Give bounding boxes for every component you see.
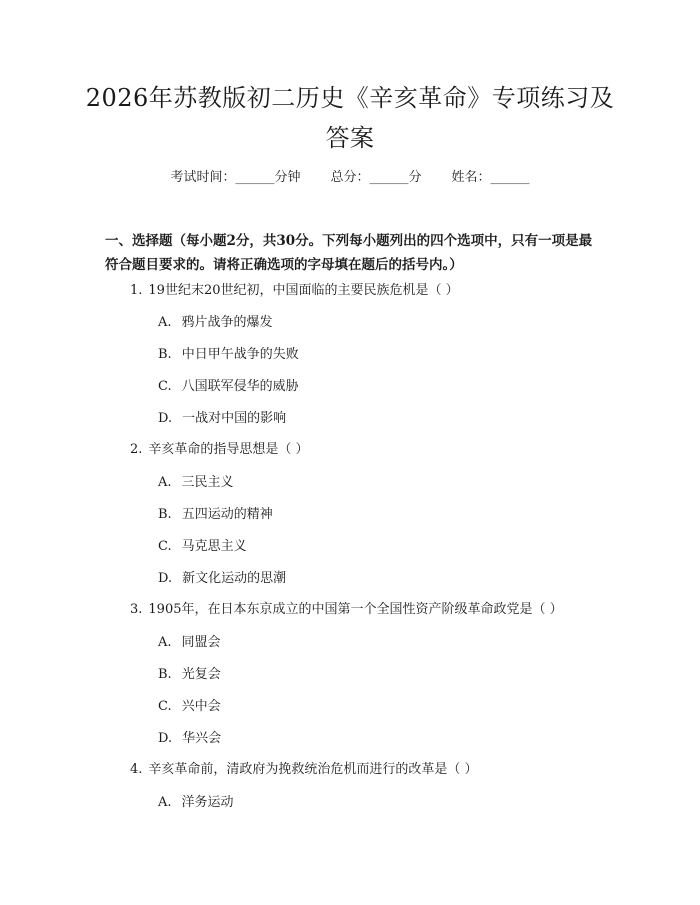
total-score-label: 总分：______分: [330, 170, 422, 185]
option-letter: B.: [158, 667, 172, 682]
question-1-option-a: [158, 313, 273, 333]
exam-time-label: 考试时间：______分钟: [170, 170, 301, 185]
question-text: 辛亥革命的指导思想是（ ）: [148, 442, 309, 457]
question-2-option-a: [158, 473, 234, 493]
question-text: 1905年，在日本东京成立的中国第一个全国性资产阶级革命政党是（ ）: [148, 602, 563, 617]
question-2-option-c: [158, 537, 247, 557]
option-letter: C.: [158, 699, 172, 714]
option-letter: A.: [158, 635, 172, 650]
option-letter: D.: [158, 411, 173, 426]
question-text: 辛亥革命前，清政府为挽救统治危机而进行的改革是（ ）: [148, 762, 478, 777]
option-letter: A.: [158, 795, 172, 810]
option-text: 三民主义: [181, 475, 234, 490]
option-text: 一战对中国的影响: [182, 411, 287, 426]
question-1-option-b: [158, 345, 299, 365]
question-3-option-d: [158, 729, 221, 749]
option-text: 鸦片战争的爆发: [181, 315, 273, 330]
question-text: 19世纪末20世纪初，中国面临的主要民族危机是（ ）: [148, 283, 459, 298]
option-text: 光复会: [181, 667, 221, 682]
student-name-label: 姓名：______: [451, 170, 530, 185]
option-text: 马克思主义: [181, 539, 247, 554]
question-1-option-d: [158, 409, 286, 429]
question-3-option-b: [158, 665, 221, 685]
question-number: 1.: [130, 283, 143, 298]
option-text: 新文化运动的思潮: [182, 571, 287, 586]
question-3-option-a: [158, 633, 221, 653]
option-text: 兴中会: [181, 699, 221, 714]
question-2-option-b: [158, 505, 273, 525]
option-letter: A.: [158, 475, 172, 490]
question-number: 2.: [130, 442, 143, 457]
option-text: 华兴会: [182, 731, 222, 746]
section-heading-multiple-choice: 一、选择题（每小题2分，共30分。下列每小题列出的四个选项中，只有一项是最符合题目要求的。请将正确选项的字母填在题后的括号内。）: [105, 233, 593, 273]
question-4-option-a: [158, 793, 234, 813]
option-letter: D.: [158, 731, 173, 746]
option-letter: B.: [158, 507, 172, 522]
document-title: 2026年苏教版初二历史《辛亥革命》专项练习及答案: [85, 84, 615, 152]
option-text: 中日甲午战争的失败: [181, 347, 299, 362]
option-letter: B.: [158, 347, 172, 362]
question-number: 4.: [130, 762, 143, 777]
question-4: [130, 760, 478, 780]
option-letter: C.: [158, 379, 172, 394]
exam-meta-line: [0, 168, 700, 188]
option-text: 同盟会: [181, 635, 221, 650]
question-3-option-c: [158, 697, 221, 717]
option-text: 五四运动的精神: [181, 507, 273, 522]
question-number: 3.: [130, 602, 143, 617]
question-3: [130, 600, 563, 620]
question-2-option-d: [158, 569, 286, 589]
question-1: [130, 281, 459, 301]
option-text: 八国联军侵华的威胁: [181, 379, 299, 394]
option-letter: C.: [158, 539, 172, 554]
option-letter: A.: [158, 315, 172, 330]
question-1-option-c: [158, 377, 299, 397]
question-2: [130, 440, 309, 460]
option-letter: D.: [158, 571, 173, 586]
option-text: 洋务运动: [181, 795, 234, 810]
